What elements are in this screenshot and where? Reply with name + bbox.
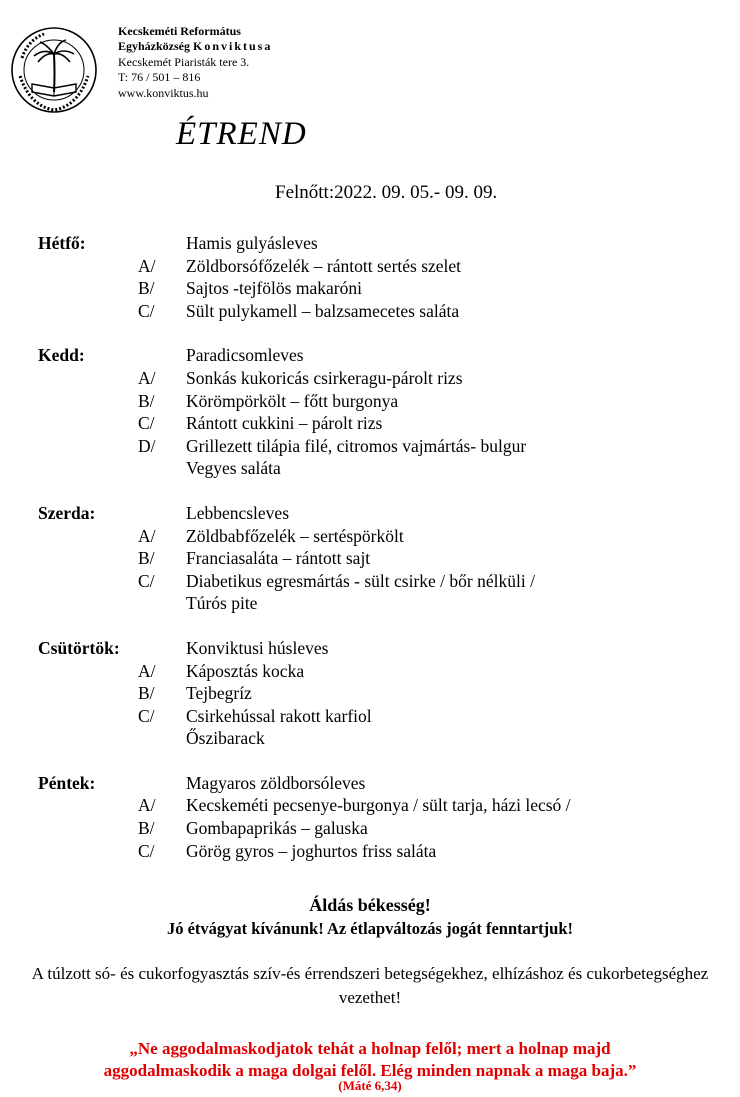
org-subname: Egyházközség Konviktusa (118, 39, 273, 54)
dish: Gombapaprikás – galuska (186, 818, 368, 839)
soup: Hamis gulyásleves (186, 233, 318, 253)
dish: Kecskeméti pecsenye-burgonya / sült tarja, házi lecsó / (186, 795, 571, 816)
option-label: D/ (138, 435, 156, 456)
organization-info (118, 24, 272, 101)
option-label: C/ (138, 300, 155, 321)
bible-quote (20, 1038, 720, 1082)
weekly-menu (0, 232, 740, 884)
day-name: Hétfő: (38, 233, 86, 253)
soup: Lebbencsleves (186, 502, 290, 523)
page-title: ÉTREND (176, 116, 307, 152)
day-friday (0, 772, 740, 862)
day-monday (0, 232, 740, 322)
menu-date-range: Felnőtt:2022. 09. 05.- 09. 09. (275, 182, 498, 203)
dish: Zöldborsófőzelék – rántott sertés szelet (186, 255, 462, 276)
soup: Konviktusi húsleves (186, 637, 329, 658)
option-label: A/ (138, 795, 156, 816)
dish: Sonkás kukoricás csirkeragu-párolt rizs (186, 367, 463, 388)
dish: Görög gyros – joghurtos friss saláta (186, 840, 437, 861)
option-label: B/ (138, 683, 155, 704)
soup: Magyaros zöldborsóleves (186, 772, 366, 793)
option-label: C/ (138, 413, 155, 434)
dish: Tejbegríz (186, 683, 252, 704)
option-label: C/ (138, 840, 155, 861)
day-name: Csütörtök: (38, 637, 120, 658)
day-name: Kedd: (38, 345, 85, 366)
org-website: www.konviktus.hu (118, 85, 209, 100)
dish: Sajtos -tejfölös makaróni (186, 278, 362, 299)
option-label: B/ (138, 548, 155, 569)
appetite-notice: Jó étvágyat kívánunk! Az étlapváltozás jogát fenntartjuk! (166, 919, 574, 938)
day-name: Szerda: (38, 502, 96, 523)
option-label: C/ (138, 570, 155, 591)
extra-dish: Túrós pite (186, 593, 258, 614)
extra-dish: Vegyes saláta (186, 458, 281, 479)
org-name: Kecskeméti Református (118, 24, 241, 38)
dish: Rántott cukkini – párolt rizs (186, 413, 383, 434)
dish: Csirkehússal rakott karfiol (186, 705, 372, 726)
option-label: A/ (138, 660, 156, 681)
dish: Sült pulykamell – balzsamecetes saláta (186, 300, 460, 321)
option-label: B/ (138, 278, 155, 299)
dish: Zöldbabfőzelék – sertéspörkölt (186, 525, 404, 546)
quote-line-1: „Ne aggodalmaskodjatok tehát a holnap felől; mert a holnap majd (129, 1039, 611, 1058)
health-warning: A túlzott só- és cukorfogyasztás szív-és érrendszeri betegségekhez, elhízáshoz és cukorbetegséghez vezethet! (31, 964, 709, 1007)
dish: Grillezett tilápia filé, citromos vajmártás- bulgur (186, 435, 527, 456)
day-name: Péntek: (38, 772, 96, 793)
quote-reference: (Máté 6,34) (338, 1078, 402, 1093)
dish: Diabetikus egresmártás - sült csirke / bőr nélküli / (186, 570, 535, 591)
dish: Káposztás kocka (186, 660, 305, 681)
option-label: A/ (138, 367, 156, 388)
option-label: A/ (138, 525, 156, 546)
blessing-text: Áldás békesség! (309, 895, 431, 915)
soup: Paradicsomleves (186, 345, 304, 366)
extra-dish: Őszibarack (186, 728, 265, 749)
dish: Körömpörkölt – főtt burgonya (186, 390, 399, 411)
day-tuesday (0, 344, 740, 480)
option-label: C/ (138, 705, 155, 726)
reformed-congregation-seal-icon (10, 26, 98, 114)
org-phone: T: 76 / 501 – 816 (118, 70, 201, 85)
option-label: B/ (138, 390, 155, 411)
day-thursday (0, 637, 740, 750)
day-wednesday (0, 502, 740, 615)
option-label: B/ (138, 818, 155, 839)
option-label: A/ (138, 255, 156, 276)
org-address: Kecskemét Piaristák tere 3. (118, 54, 250, 69)
dish: Franciasaláta – rántott sajt (186, 548, 371, 569)
quote-line-2: aggodalmaskodik a maga dolgai felől. Elég minden napnak a maga baja.” (103, 1061, 637, 1080)
